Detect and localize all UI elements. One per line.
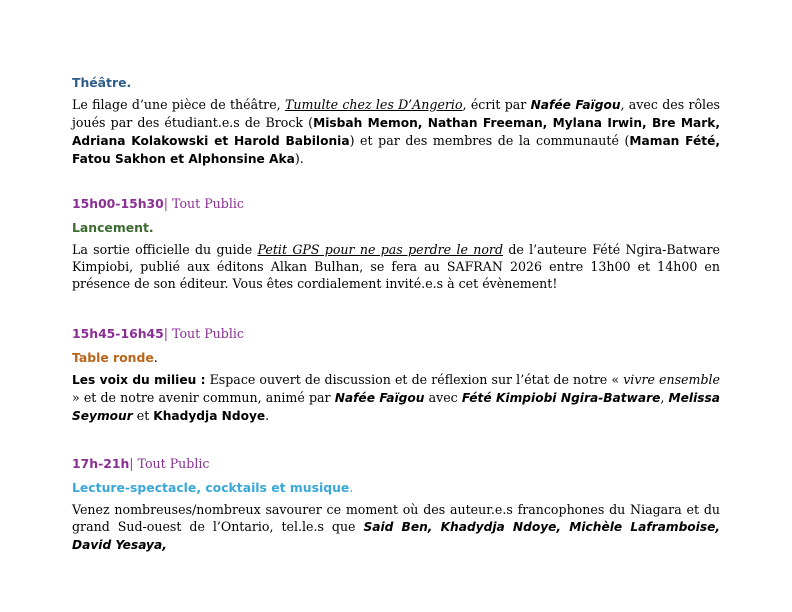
time-range: 15h45-16h45 bbox=[72, 326, 164, 341]
text-run: » et de notre avenir commun, animé par bbox=[72, 390, 335, 405]
author-names: Said Ben, Khadydja Ndoye, Michèle Laframboise, David Yesaya, bbox=[72, 520, 721, 552]
play-title: Tumulte chez les D’Angerio bbox=[284, 97, 463, 112]
lecture-heading bbox=[72, 477, 720, 496]
text-run: de l’auteure Fété Ngira-Batware Kimpiobi, publié aux éditons Alkan Bulhan, se fera au SAFRAN 2026 entre 13h00 et 14h00 en présence de son éditeur. Vous êtes cordialement invité.e.s à cet évènement! bbox=[72, 242, 720, 291]
text-run: Le filage d’une pièce de théâtre, bbox=[72, 97, 285, 112]
text-run: Venez nombreuses/nombreux savourer ce moment où des auteur.e.s francophones du Niagara et du grand Sud-ouest de l’Ontario, tel.le.s que bbox=[72, 502, 720, 534]
text-run: , écrit par bbox=[462, 97, 531, 112]
heading-dot: . bbox=[153, 350, 158, 365]
lancement-paragraph bbox=[72, 241, 720, 292]
table-ronde-heading bbox=[72, 347, 720, 366]
section-title: Lecture-spectacle, cocktails et musique bbox=[72, 480, 350, 495]
text-run: . bbox=[265, 408, 270, 423]
separator: | bbox=[129, 456, 134, 471]
text-run: Espace ouvert de discussion et de réflexion sur l’état de notre « bbox=[205, 372, 624, 387]
table-ronde-time-line bbox=[72, 323, 720, 342]
lancement-time-line bbox=[72, 193, 720, 212]
lecture-time-line bbox=[72, 453, 720, 472]
audience-label: Tout Public bbox=[133, 456, 210, 471]
theatre-title: Théâtre. bbox=[72, 75, 132, 90]
lancement-heading bbox=[72, 217, 720, 236]
guest-name: Fété Kimpiobi Ngira-Batware bbox=[461, 391, 661, 405]
separator: | bbox=[163, 196, 169, 211]
guest-name: Khadydja Ndoye bbox=[153, 409, 266, 423]
quoted-phrase: vivre ensemble bbox=[623, 372, 720, 387]
lecture-paragraph bbox=[72, 501, 720, 554]
book-title: Petit GPS pour ne pas perdre le nord bbox=[257, 242, 504, 257]
theatre-paragraph bbox=[72, 96, 720, 168]
text-run: et bbox=[132, 408, 154, 423]
text-run: , avec des rôles joués par des étudiant.e.s de Brock ( bbox=[72, 97, 721, 130]
audience-label: Tout Public bbox=[168, 326, 244, 341]
student-names: Misbah Memon, Nathan Freeman, Mylana Irwin, Bre Mark, Adriana Kolakowski et Harold Babilonia bbox=[72, 116, 720, 148]
guest-name: Melissa Seymour bbox=[72, 391, 721, 423]
community-names: Maman Fété, Fatou Sakhon et Alphonsine Aka bbox=[72, 134, 720, 166]
heading-dot: . bbox=[349, 480, 354, 495]
separator: | bbox=[163, 326, 169, 341]
text-run: , bbox=[660, 390, 669, 405]
text-run: ). bbox=[294, 151, 304, 166]
text-run: avec bbox=[424, 390, 462, 405]
table-ronde-paragraph bbox=[72, 371, 720, 425]
text-run: La sortie officielle du guide bbox=[72, 242, 258, 257]
section-title: Lancement. bbox=[72, 220, 154, 235]
time-range: 15h00-15h30 bbox=[72, 196, 164, 211]
theatre-heading bbox=[72, 72, 720, 91]
section-title: Table ronde bbox=[72, 350, 154, 365]
author-name: Nafée Faïgou bbox=[530, 98, 621, 112]
panel-title: Les voix du milieu : bbox=[72, 373, 206, 387]
audience-label: Tout Public bbox=[168, 196, 244, 211]
text-run: ) et par des membres de la communauté ( bbox=[349, 133, 630, 148]
host-name: Nafée Faïgou bbox=[334, 391, 425, 405]
time-range: 17h-21h bbox=[72, 456, 130, 471]
